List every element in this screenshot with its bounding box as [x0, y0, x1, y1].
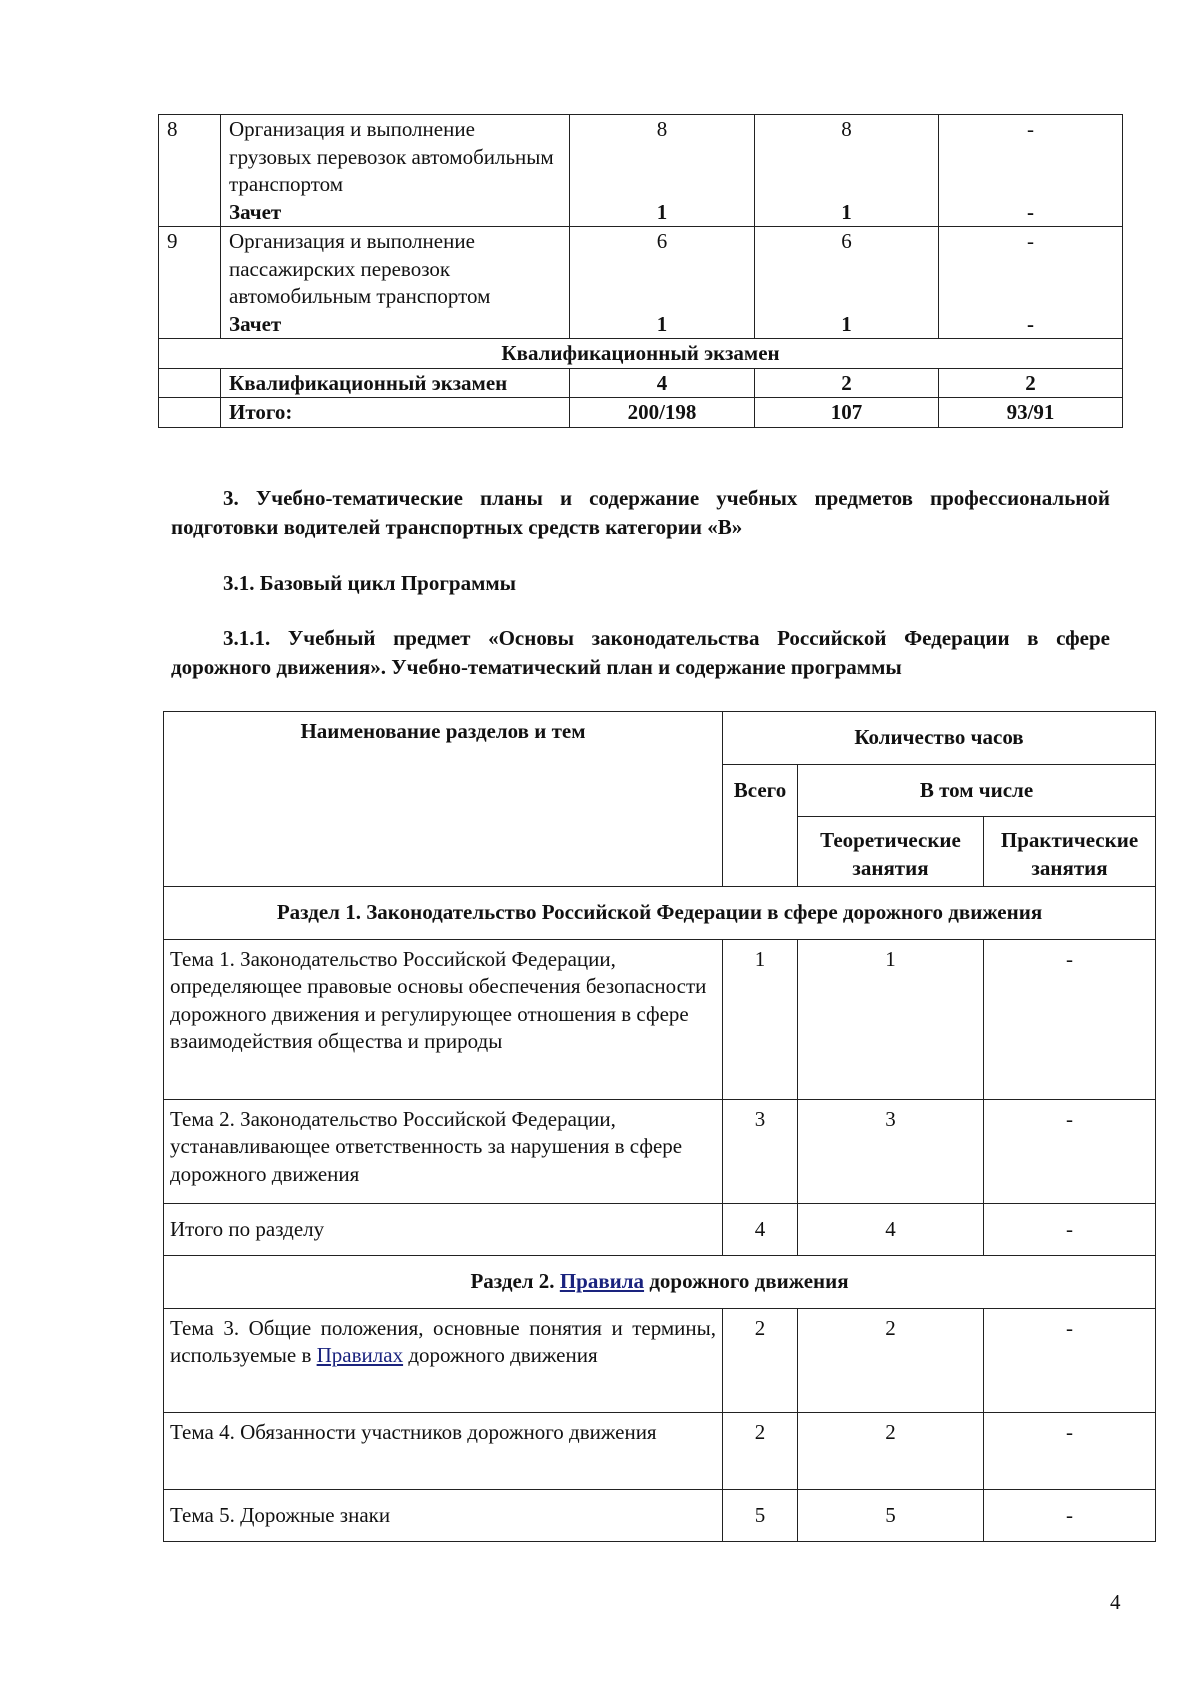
section-2-title: Раздел 2. Правила дорожного движения [164, 1256, 1156, 1309]
exam-header: Квалификационный экзамен [159, 339, 1123, 369]
topic-name: Тема 5. Дорожные знаки [164, 1489, 723, 1542]
row-name: Организация и выполнение грузовых перевозок автомобильным транспортом [229, 117, 554, 196]
grand-practice: 93/91 [939, 398, 1123, 428]
practice-hours: - [1027, 229, 1034, 253]
subject-heading: 3.1.1. Учебный предмет «Основы законодательства Российской Федерации в сфере дорожного движения». Учебно-тематический план и содержание программы [171, 626, 1110, 679]
subtotal-practice: - [984, 1203, 1156, 1256]
credit-theory: 1 [841, 199, 852, 224]
table-row [159, 339, 1123, 369]
practice-hours: - [1027, 117, 1034, 141]
row-number: 9 [159, 227, 221, 339]
section-1-title: Раздел 1. Законодательство Российской Федерации в сфере дорожного движения [164, 887, 1156, 940]
credit-practice: - [1027, 311, 1034, 336]
topic-practice: - [984, 1308, 1156, 1412]
credit-practice: - [1027, 199, 1034, 224]
exam-total: 4 [570, 368, 755, 398]
table-row [159, 115, 1123, 227]
topic-theory: 5 [798, 1489, 984, 1542]
header-practice: Практические занятия [984, 817, 1156, 887]
topic-total: 5 [723, 1489, 798, 1542]
topic-name: Тема 4. Обязанности участников дорожного движения [164, 1412, 723, 1489]
credit-total: 1 [656, 311, 668, 336]
topic-total: 1 [723, 939, 798, 1099]
topic-total: 2 [723, 1308, 798, 1412]
topic-practice: - [984, 939, 1156, 1099]
topic-theory: 3 [798, 1099, 984, 1203]
topic-theory: 2 [798, 1412, 984, 1489]
header-theory: Теоретические занятия [798, 817, 984, 887]
total-hours: 8 [656, 117, 668, 141]
table-row [164, 1099, 1156, 1203]
table-row [159, 227, 1123, 339]
grand-total: 200/198 [570, 398, 755, 428]
grand-theory: 107 [755, 398, 939, 428]
table-header-row [164, 712, 1156, 765]
subtotal-total: 4 [723, 1203, 798, 1256]
table-row [164, 887, 1156, 940]
section-heading: 3. Учебно-тематические планы и содержание учебных предметов профессиональной подготовки водителей транспортных средств категории «B» [171, 486, 1110, 539]
topic-practice: - [984, 1489, 1156, 1542]
table-row [164, 1203, 1156, 1256]
topic-practice: - [984, 1412, 1156, 1489]
header-name: Наименование разделов и тем [164, 712, 723, 887]
table-row [164, 939, 1156, 1099]
curriculum-table [163, 711, 1156, 1542]
header-including: В том числе [798, 764, 1156, 817]
total-hours: 6 [656, 229, 668, 253]
table-row [164, 1412, 1156, 1489]
credit-label: Зачет [229, 199, 282, 224]
topic-theory: 2 [798, 1308, 984, 1412]
exam-theory: 2 [755, 368, 939, 398]
page-number: 4 [1110, 1590, 1121, 1614]
section-subheading: 3.1. Базовый цикл Программы [223, 571, 517, 595]
topic-practice: - [984, 1099, 1156, 1203]
topic-total: 3 [723, 1099, 798, 1203]
exam-name: Квалификационный экзамен [221, 368, 570, 398]
exam-practice: 2 [939, 368, 1123, 398]
subtotal-name: Итого по разделу [164, 1203, 723, 1256]
topic-name: Тема 3. Общие положения, основные понятия и термины, используемые в Правилах дорожного движения [164, 1308, 723, 1412]
table-row [159, 368, 1123, 398]
total-name: Итого: [221, 398, 570, 428]
rules-link[interactable]: Правилах [316, 1343, 404, 1367]
topic-theory: 1 [798, 939, 984, 1099]
header-hours: Количество часов [723, 712, 1156, 765]
subtotal-theory: 4 [798, 1203, 984, 1256]
table-row [164, 1256, 1156, 1309]
credit-total: 1 [656, 199, 668, 224]
rules-link[interactable]: Правила [559, 1269, 645, 1293]
row-name: Организация и выполнение пассажирских перевозок автомобильным транспортом [229, 229, 491, 308]
theory-hours: 6 [841, 229, 852, 253]
summary-table [158, 114, 1123, 428]
topic-name: Тема 2. Законодательство Российской Федерации, устанавливающее ответственность за нарушения в сфере дорожного движения [164, 1099, 723, 1203]
table-row [164, 1308, 1156, 1412]
credit-label: Зачет [229, 311, 282, 336]
topic-name: Тема 1. Законодательство Российской Федерации, определяющее правовые основы обеспечения безопасности дорожного движения и регулирующее отношения в сфере взаимодействия общества и природы [164, 939, 723, 1099]
header-total: Всего [723, 764, 798, 887]
table-row [159, 398, 1123, 428]
row-number: 8 [159, 115, 221, 227]
topic-total: 2 [723, 1412, 798, 1489]
credit-theory: 1 [841, 311, 852, 336]
table-row [164, 1489, 1156, 1542]
theory-hours: 8 [841, 117, 852, 141]
